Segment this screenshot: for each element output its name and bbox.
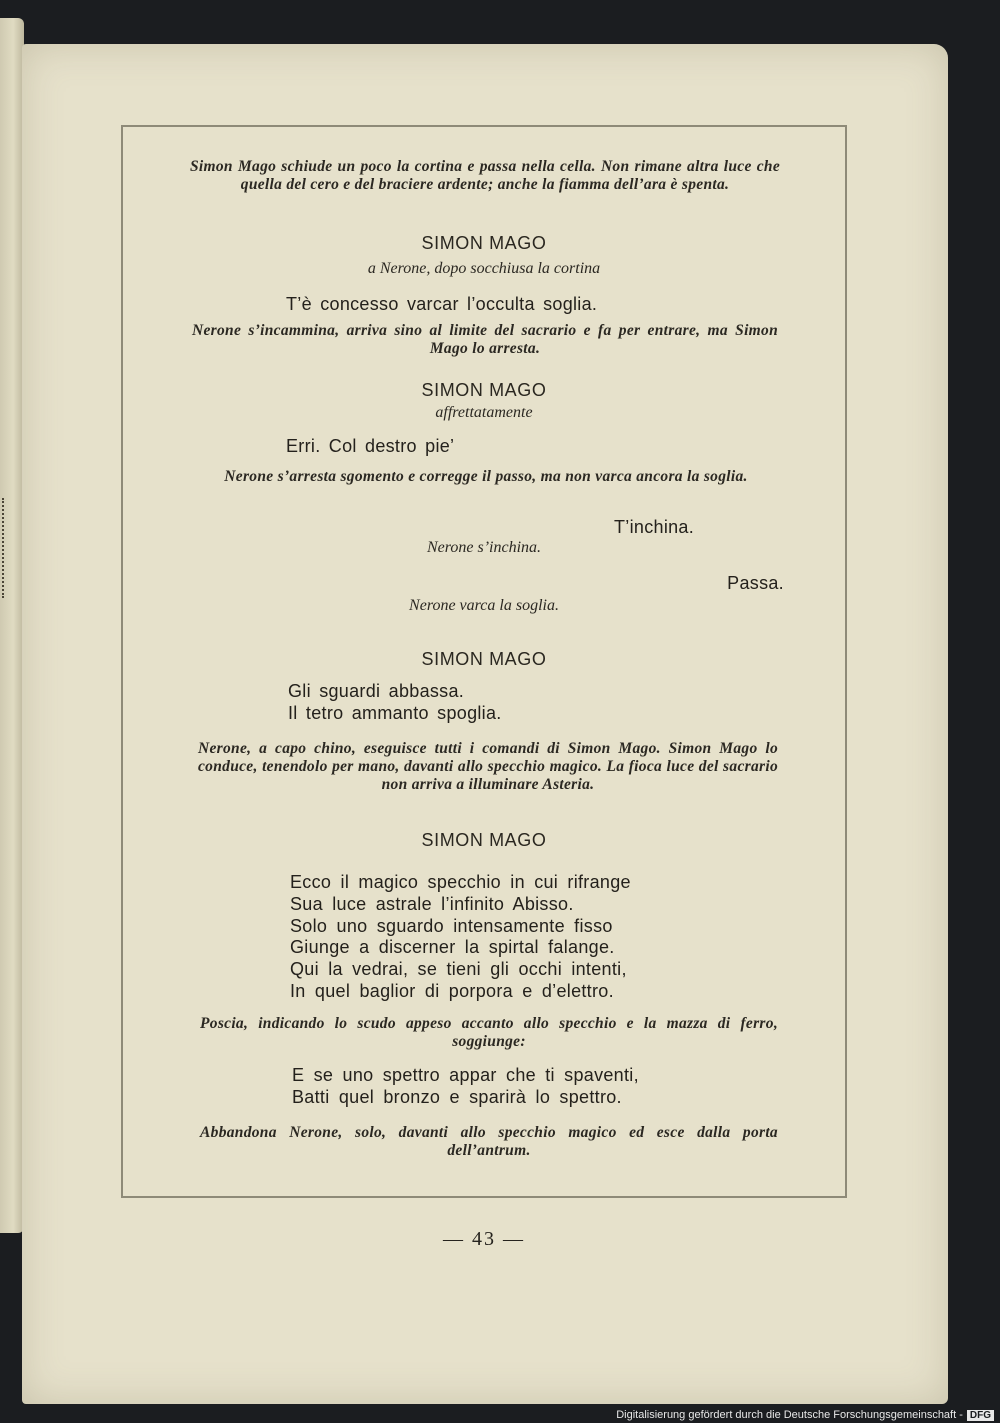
speaker-simon-mago-3: SIMON MAGO	[421, 649, 547, 669]
book-page	[22, 44, 948, 1404]
direction-affrettatamente: affrettatamente	[435, 404, 533, 421]
page-number: — 43 —	[443, 1228, 525, 1250]
verse-line-3: T’inchina.	[614, 517, 695, 537]
adjacent-page-edge	[0, 18, 24, 1233]
footer-text: Digitalisierung gefördert durch die Deutsche Forschungsgemeinschaft -	[616, 1409, 963, 1421]
verse-group-2	[290, 872, 730, 1003]
stage-direction-4: Nerone s’inchina.	[426, 539, 542, 556]
verse-group-3	[292, 1065, 732, 1109]
verse-line: Il tetro ammanto spoglia.	[288, 703, 502, 723]
stage-direction-8: Abbandona Nerone, solo, davanti allo specchio magico ed esce dalla porta dell’antrum.	[200, 1124, 778, 1159]
digitization-footer	[616, 1409, 994, 1421]
stage-direction-7: Poscia, indicando lo scudo appeso accanto allo specchio e la mazza di ferro, soggiunge:	[200, 1015, 778, 1050]
verse-line: Ecco il magico specchio in cui rifrange	[290, 872, 631, 892]
verse-line: Giunge a discerner la spirtal falange.	[290, 937, 615, 958]
speaker-simon-mago-4: SIMON MAGO	[421, 830, 547, 850]
verse-line: Batti quel bronzo e sparirà lo spettro.	[292, 1086, 622, 1107]
verse-line: Solo uno sguardo intensamente fisso	[290, 915, 613, 936]
verse-line: Sua luce astrale l’infinito Abisso.	[290, 893, 574, 914]
stage-direction-2: Nerone s’incammina, arriva sino al limite del sacrario e fa per entrare, ma Simon Mago lo arresta.	[192, 322, 778, 357]
verse-line: E se uno spettro appar che ti spaventi,	[292, 1065, 639, 1085]
verse-line: In quel baglior di porpora e d’elettro.	[290, 980, 614, 1001]
speaker-simon-mago-1: SIMON MAGO	[421, 233, 547, 253]
verse-line: Gli sguardi abbassa.	[288, 681, 465, 701]
stage-direction-6: Nerone, a capo chino, eseguisce tutti i comandi di Simon Mago. Simon Mago lo conduce, tenendolo per mano, davanti allo specchio magico. La fioca luce del sacrario non arriva a illuminare Asteria.	[198, 740, 778, 793]
verse-line-1: T’è concesso varcar l’occulta soglia.	[286, 294, 598, 314]
stage-direction-3: Nerone s’arresta sgomento e corregge il passo, ma non varca ancora la soglia.	[224, 468, 748, 485]
dfg-logo: DFG	[967, 1410, 994, 1421]
direction-to-nerone: a Nerone, dopo socchiusa la cortina	[367, 260, 601, 277]
speaker-simon-mago-2: SIMON MAGO	[421, 380, 547, 400]
stage-direction-opening: Simon Mago schiude un poco la cortina e passa nella cella. Non rimane altra luce che quella del cero e del braciere ardente; anche la fiamma dell’ara è spenta.	[190, 158, 780, 193]
verse-line-2: Erri. Col destro pie’	[286, 436, 455, 456]
verse-line: Qui la vedrai, se tieni gli occhi intenti,	[290, 959, 627, 980]
verse-line-4: Passa.	[727, 573, 784, 593]
verse-group-1	[288, 680, 688, 724]
edge-mark	[2, 498, 10, 598]
stage-direction-5: Nerone varca la soglia.	[409, 597, 559, 614]
